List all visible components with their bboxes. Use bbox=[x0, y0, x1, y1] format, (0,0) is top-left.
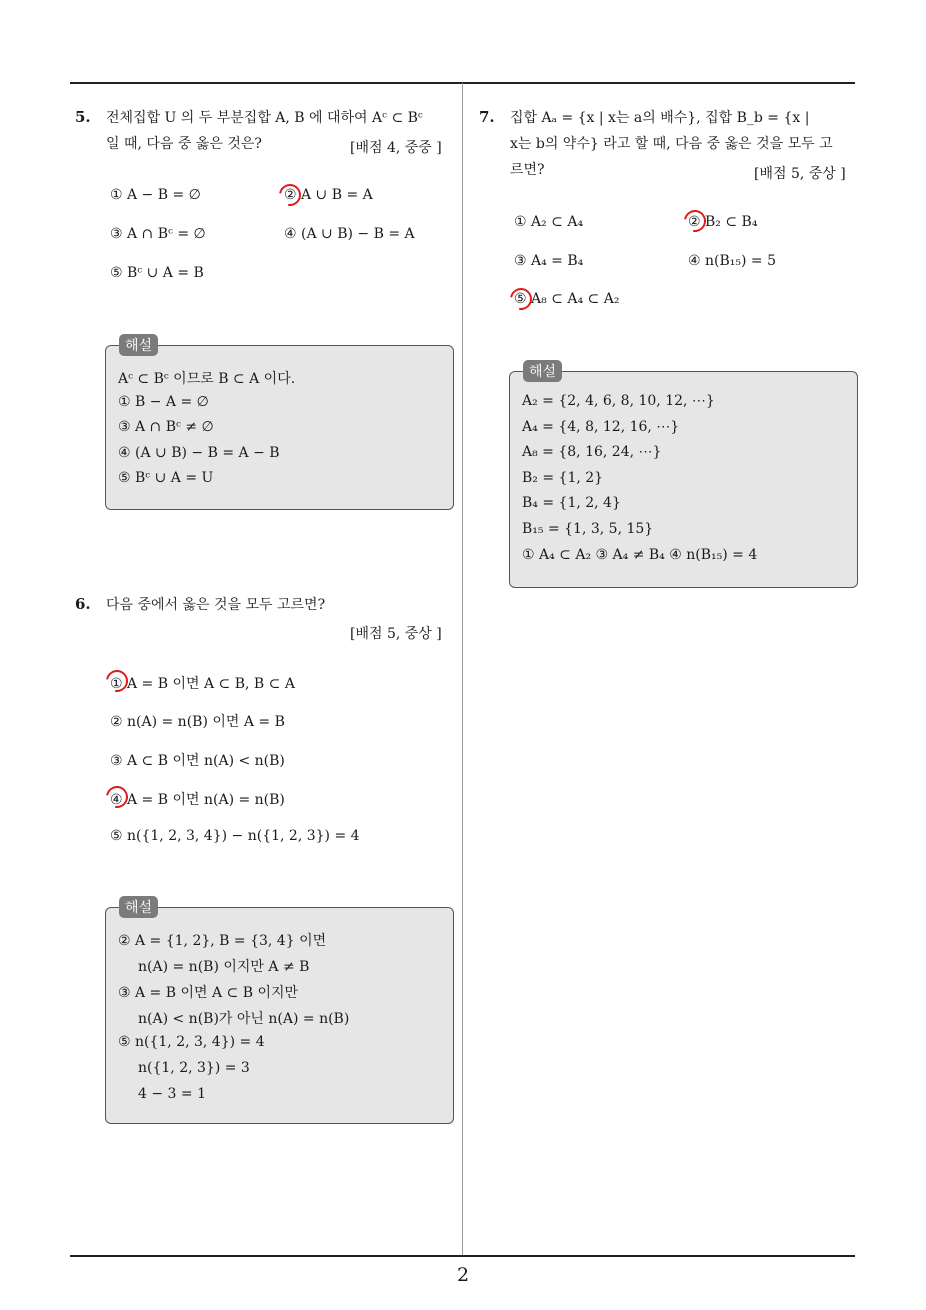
question-text-line2: 일 때, 다음 중 옳은 것은? bbox=[106, 136, 262, 152]
solution-box bbox=[105, 345, 454, 510]
choice-5[interactable]: ⑤ A₈ ⊂ A₄ ⊂ A₂ bbox=[514, 291, 620, 307]
solution-tag: 해설 bbox=[119, 334, 158, 356]
answer-mark-circle bbox=[275, 180, 306, 211]
page-number: 2 bbox=[456, 1264, 470, 1286]
question-text-line2: x는 b의 약수} 라고 할 때, 다음 중 옳은 것을 모두 고 bbox=[510, 136, 833, 152]
solution-line: B₂ = {1, 2} bbox=[522, 470, 604, 486]
solution-line: A₂ = {2, 4, 6, 8, 10, 12, ⋯} bbox=[522, 393, 715, 409]
solution-box bbox=[509, 371, 858, 588]
choice-4[interactable]: ④ (A ∪ B) − B = A bbox=[284, 226, 415, 242]
question-text-line1: 다음 중에서 옳은 것을 모두 고르면? bbox=[106, 597, 326, 613]
choice-5[interactable]: ⑤ Bᶜ ∪ A = B bbox=[110, 265, 204, 281]
solution-line: ④ (A ∪ B) − B = A − B bbox=[118, 445, 280, 461]
solution-line: B₁₅ = {1, 3, 5, 15} bbox=[522, 521, 654, 537]
choice-4[interactable]: ④ n(B₁₅) = 5 bbox=[688, 253, 776, 269]
solution-line: ① A₄ ⊂ A₂ ③ A₄ ≠ B₄ ④ n(B₁₅) = 4 bbox=[522, 547, 758, 563]
question-number: 5. bbox=[75, 108, 91, 126]
solution-line: ⑤ n({1, 2, 3, 4}) = 4 bbox=[118, 1034, 265, 1050]
score-label: [배점 5, 중상 ] bbox=[754, 166, 846, 182]
score-label: [배점 4, 중중 ] bbox=[350, 140, 442, 156]
choice-3[interactable]: ③ A ⊂ B 이면 n(A) < n(B) bbox=[110, 753, 285, 769]
solution-line: ③ A = B 이면 A ⊂ B 이지만 bbox=[118, 985, 299, 1001]
solution-line: B₄ = {1, 2, 4} bbox=[522, 495, 621, 511]
choice-3[interactable]: ③ A₄ = B₄ bbox=[514, 253, 584, 269]
question-number: 6. bbox=[75, 595, 91, 613]
solution-line: 4 − 3 = 1 bbox=[138, 1086, 206, 1102]
solution-line: n(A) = n(B) 이지만 A ≠ B bbox=[138, 959, 310, 975]
solution-line: A₈ = {8, 16, 24, ⋯} bbox=[522, 444, 662, 460]
choice-3[interactable]: ③ A ∩ Bᶜ = ∅ bbox=[110, 226, 206, 242]
footer-rule bbox=[70, 1255, 855, 1257]
choice-1[interactable]: ① A − B = ∅ bbox=[110, 187, 201, 203]
score-label: [배점 5, 중상 ] bbox=[350, 626, 442, 642]
solution-line: n({1, 2, 3}) = 3 bbox=[138, 1060, 250, 1076]
solution-line: ⑤ Bᶜ ∪ A = U bbox=[118, 470, 214, 486]
solution-line: n(A) < n(B)가 아닌 n(A) = n(B) bbox=[138, 1011, 350, 1027]
answer-mark-circle bbox=[680, 206, 711, 237]
question-text-line1: 집합 Aₐ = {x | x는 a의 배수}, 집합 B_b = {x | bbox=[510, 110, 810, 126]
solution-line: ③ A ∩ Bᶜ ≠ ∅ bbox=[118, 419, 214, 435]
solution-line: ② A = {1, 2}, B = {3, 4} 이면 bbox=[118, 933, 327, 949]
choice-2[interactable]: ② n(A) = n(B) 이면 A = B bbox=[110, 714, 285, 730]
solution-line: A₄ = {4, 8, 12, 16, ⋯} bbox=[522, 419, 680, 435]
question-number: 7. bbox=[479, 108, 495, 126]
solution-box bbox=[105, 907, 454, 1124]
solution-tag: 해설 bbox=[523, 360, 562, 382]
question-text-line3: 르면? bbox=[510, 162, 545, 178]
answer-mark-circle bbox=[506, 284, 537, 315]
choice-1[interactable]: ① A₂ ⊂ A₄ bbox=[514, 214, 584, 230]
column-divider bbox=[462, 83, 463, 1256]
choice-5[interactable]: ⑤ n({1, 2, 3, 4}) − n({1, 2, 3}) = 4 bbox=[110, 828, 360, 844]
choice-4[interactable]: ④ A = B 이면 n(A) = n(B) bbox=[110, 792, 285, 808]
question-text-line1: 전체집합 U 의 두 부분집합 A, B 에 대하여 Aᶜ ⊂ Bᶜ bbox=[106, 110, 423, 126]
choice-1[interactable]: ① A = B 이면 A ⊂ B, B ⊂ A bbox=[110, 676, 295, 692]
choice-2[interactable]: ② B₂ ⊂ B₄ bbox=[688, 214, 758, 230]
solution-line: ① B − A = ∅ bbox=[118, 394, 209, 410]
solution-tag: 해설 bbox=[119, 896, 158, 918]
solution-line: Aᶜ ⊂ Bᶜ 이므로 B ⊂ A 이다. bbox=[118, 371, 296, 387]
choice-2[interactable]: ② A ∪ B = A bbox=[284, 187, 373, 203]
